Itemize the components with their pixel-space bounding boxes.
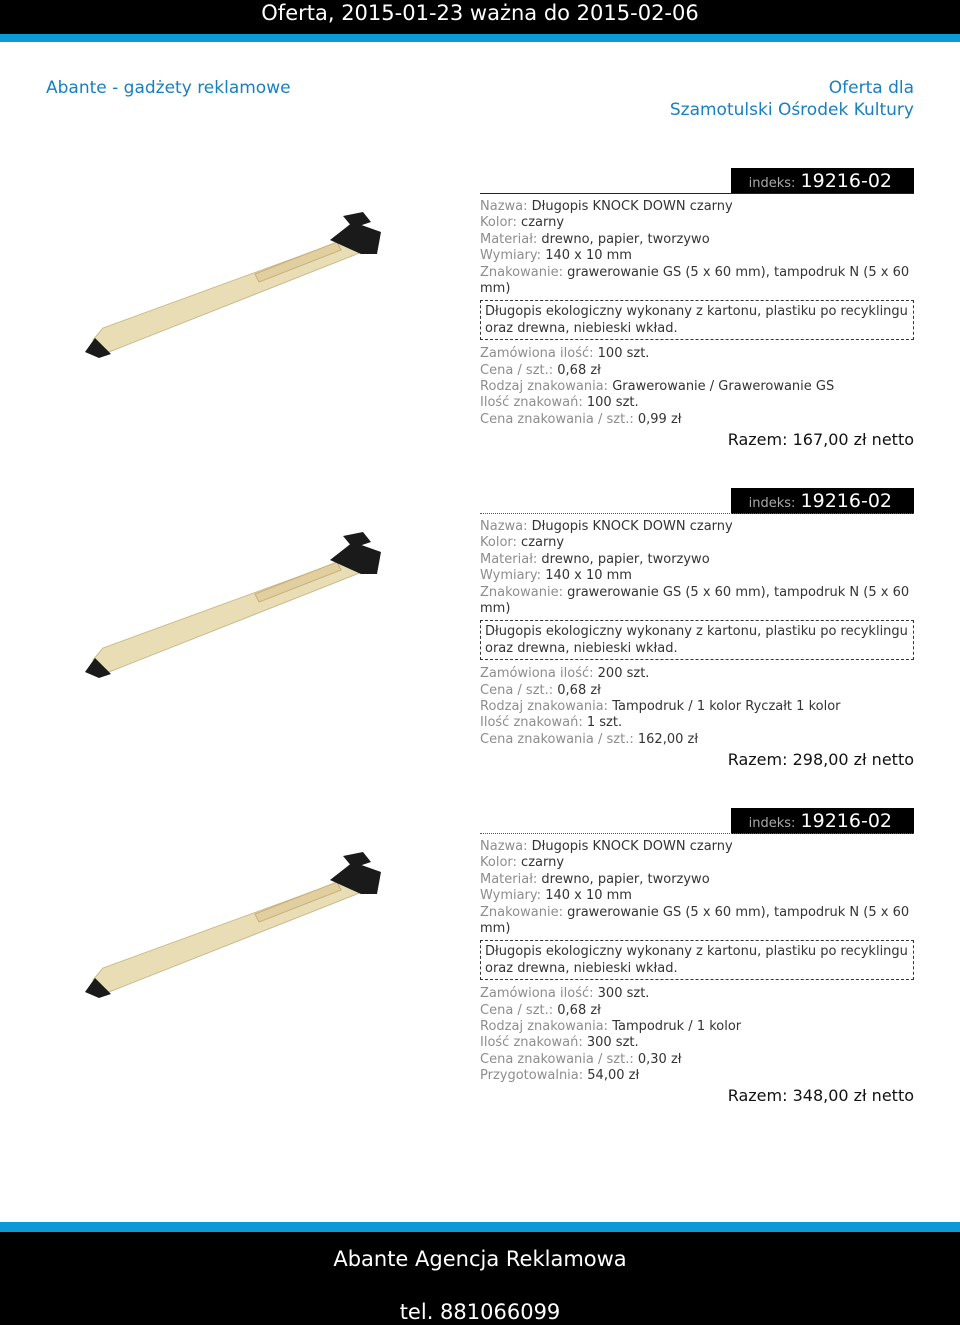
- unit-price: 0,68 zł: [557, 1002, 601, 1018]
- price-label: Cena / szt.:: [480, 1002, 554, 1018]
- client-name: Szamotulski Ośrodek Kultury: [669, 100, 914, 120]
- name-label: Nazwa:: [480, 519, 528, 534]
- name-label: Nazwa:: [480, 199, 528, 214]
- index-value: 19216-02: [800, 810, 892, 832]
- product-material: drewno, papier, tworzywo: [541, 231, 710, 247]
- product-description: Długopis ekologiczny wykonany z kartonu, plastiku po recyklingu oraz drewna, niebieski wkład.: [480, 940, 914, 980]
- item-details: [480, 199, 914, 428]
- index-label: indeks:: [748, 496, 796, 511]
- marking-price-label: Cena znakowania / szt.:: [480, 1051, 634, 1067]
- offer-for-label: Oferta dla: [828, 78, 914, 98]
- divider: [480, 833, 914, 834]
- pen-icon: [85, 852, 381, 998]
- marking-label: Znakowanie:: [480, 584, 563, 600]
- marking-count-label: Ilość znakowań:: [480, 1035, 583, 1051]
- product-marking: grawerowanie GS (5 x 60 mm), tampodruk N (5 x 60 mm): [480, 584, 910, 617]
- footer-phone: tel. 881066099: [399, 1300, 561, 1324]
- marking-type: Tampodruk / 1 kolor Ryczałt 1 kolor: [612, 699, 841, 715]
- setup-price: 54,00 zł: [587, 1068, 640, 1084]
- product-dims: 140 x 10 mm: [545, 248, 632, 264]
- dims-label: Wymiary:: [480, 248, 542, 264]
- marking-type-label: Rodzaj znakowania:: [480, 1019, 609, 1035]
- product-marking: grawerowanie GS (5 x 60 mm), tampodruk N (5 x 60 mm): [480, 264, 910, 297]
- marking-type: Grawerowanie / Grawerowanie GS: [612, 379, 835, 395]
- product-name: Długopis KNOCK DOWN czarny: [531, 839, 733, 854]
- marking-count-label: Ilość znakowań:: [480, 395, 583, 411]
- dims-label: Wymiary:: [480, 888, 542, 904]
- pen-icon: [85, 532, 381, 678]
- color-label: Kolor:: [480, 215, 517, 231]
- index-label: indeks:: [748, 816, 796, 831]
- material-label: Materiał:: [480, 551, 538, 567]
- footer-accent-stripe: [0, 1222, 960, 1232]
- header-bar: [0, 0, 960, 34]
- marking-type: Tampodruk / 1 kolor: [612, 1019, 742, 1035]
- header-accent-stripe: [0, 34, 960, 42]
- product-name: Długopis KNOCK DOWN czarny: [531, 519, 733, 534]
- setup-label: Przygotowalnia:: [480, 1068, 584, 1084]
- marking-count: 1 szt.: [586, 715, 623, 731]
- order-qty: 300 szt.: [597, 986, 650, 1002]
- qty-label: Zamówiona ilość:: [480, 666, 594, 682]
- product-image-pen: [85, 850, 385, 998]
- material-label: Materiał:: [480, 231, 538, 247]
- marking-type-label: Rodzaj znakowania:: [480, 379, 609, 395]
- product-image-pen: [85, 530, 385, 678]
- price-label: Cena / szt.:: [480, 362, 554, 378]
- product-material: drewno, papier, tworzywo: [541, 871, 710, 887]
- product-description: Długopis ekologiczny wykonany z kartonu, plastiku po recyklingu oraz drewna, niebieski wkład.: [480, 300, 914, 340]
- product-marking: grawerowanie GS (5 x 60 mm), tampodruk N (5 x 60 mm): [480, 904, 910, 937]
- price-label: Cena / szt.:: [480, 682, 554, 698]
- marking-price: 162,00 zł: [637, 731, 699, 747]
- item-total: Razem: 348,00 zł netto: [727, 1086, 914, 1105]
- product-color: czarny: [521, 855, 565, 871]
- order-qty: 100 szt.: [597, 346, 650, 362]
- index-label: indeks:: [748, 176, 796, 191]
- pen-icon: [85, 212, 381, 358]
- marking-count-label: Ilość znakowań:: [480, 715, 583, 731]
- item-total: Razem: 298,00 zł netto: [727, 750, 914, 769]
- marking-type-label: Rodzaj znakowania:: [480, 699, 609, 715]
- product-dims: 140 x 10 mm: [545, 888, 632, 904]
- dims-label: Wymiary:: [480, 568, 542, 584]
- footer-company: Abante Agencja Reklamowa: [333, 1247, 627, 1271]
- marking-price: 0,99 zł: [637, 411, 682, 427]
- marking-price-label: Cena znakowania / szt.:: [480, 731, 634, 747]
- divider: [480, 193, 914, 194]
- index-badge: [731, 168, 914, 194]
- product-color: czarny: [521, 535, 565, 551]
- color-label: Kolor:: [480, 535, 517, 551]
- product-name: Długopis KNOCK DOWN czarny: [531, 199, 733, 214]
- product-image-pen: [85, 210, 385, 358]
- marking-count: 100 szt.: [586, 395, 639, 411]
- material-label: Materiał:: [480, 871, 538, 887]
- index-badge: [731, 808, 914, 834]
- item-details: [480, 519, 914, 748]
- qty-label: Zamówiona ilość:: [480, 986, 594, 1002]
- index-badge: [731, 488, 914, 514]
- index-value: 19216-02: [800, 490, 892, 512]
- marking-price: 0,30 zł: [637, 1051, 682, 1067]
- item-total: Razem: 167,00 zł netto: [727, 430, 914, 449]
- product-color: czarny: [521, 215, 565, 231]
- name-label: Nazwa:: [480, 839, 528, 854]
- product-material: drewno, papier, tworzywo: [541, 551, 710, 567]
- item-details: [480, 839, 914, 1085]
- unit-price: 0,68 zł: [557, 362, 601, 378]
- product-dims: 140 x 10 mm: [545, 568, 632, 584]
- marking-count: 300 szt.: [586, 1035, 639, 1051]
- marking-label: Znakowanie:: [480, 904, 563, 920]
- unit-price: 0,68 zł: [557, 682, 601, 698]
- index-value: 19216-02: [800, 170, 892, 192]
- order-qty: 200 szt.: [597, 666, 650, 682]
- offer-recipient: [670, 77, 914, 121]
- offer-title: Oferta, 2015-01-23 ważna do 2015-02-06: [261, 1, 699, 25]
- color-label: Kolor:: [480, 855, 517, 871]
- product-description: Długopis ekologiczny wykonany z kartonu, plastiku po recyklingu oraz drewna, niebieski wkład.: [480, 620, 914, 660]
- company-name: Abante - gadżety reklamowe: [46, 78, 291, 98]
- qty-label: Zamówiona ilość:: [480, 346, 594, 362]
- divider: [480, 513, 914, 514]
- marking-label: Znakowanie:: [480, 264, 563, 280]
- marking-price-label: Cena znakowania / szt.:: [480, 411, 634, 427]
